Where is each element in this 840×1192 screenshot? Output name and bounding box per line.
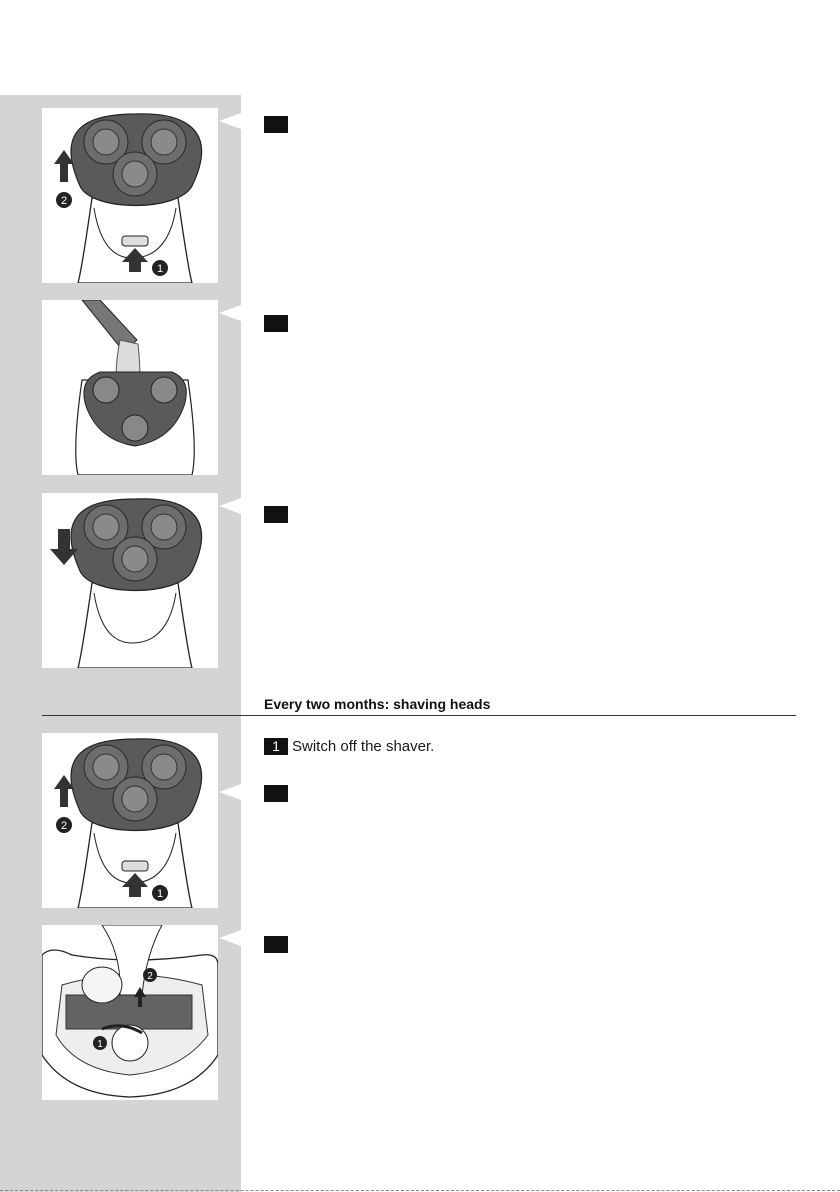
illustration-brush-cleaning bbox=[42, 300, 218, 475]
marker-2: 2 bbox=[60, 820, 68, 832]
panel-pointer bbox=[219, 498, 241, 514]
step-number bbox=[264, 785, 288, 802]
step-number bbox=[264, 506, 288, 523]
marker-2: 2 bbox=[60, 195, 68, 207]
panel-pointer bbox=[219, 305, 241, 321]
step-number bbox=[264, 936, 288, 953]
illustration-close-shaving-unit bbox=[42, 493, 218, 668]
panel-pointer bbox=[219, 930, 241, 946]
illustration-open-shaving-unit bbox=[42, 108, 218, 283]
illustration-remove-retaining-frame bbox=[42, 925, 218, 1100]
step-text: Switch off the shaver. bbox=[292, 738, 435, 755]
panel-pointer bbox=[219, 113, 241, 129]
marker-1: 1 bbox=[156, 263, 164, 275]
marker-1: 1 bbox=[97, 1039, 103, 1050]
section-divider bbox=[42, 715, 796, 716]
step-number bbox=[264, 315, 288, 332]
section-heading: Every two months: shaving heads bbox=[264, 696, 491, 712]
step-number bbox=[264, 116, 288, 133]
marker-2: 2 bbox=[147, 971, 153, 982]
step-number: 1 bbox=[264, 738, 288, 755]
marker-1: 1 bbox=[156, 888, 164, 900]
panel-pointer bbox=[219, 784, 241, 800]
illustration-open-shaving-unit-2 bbox=[42, 733, 218, 908]
